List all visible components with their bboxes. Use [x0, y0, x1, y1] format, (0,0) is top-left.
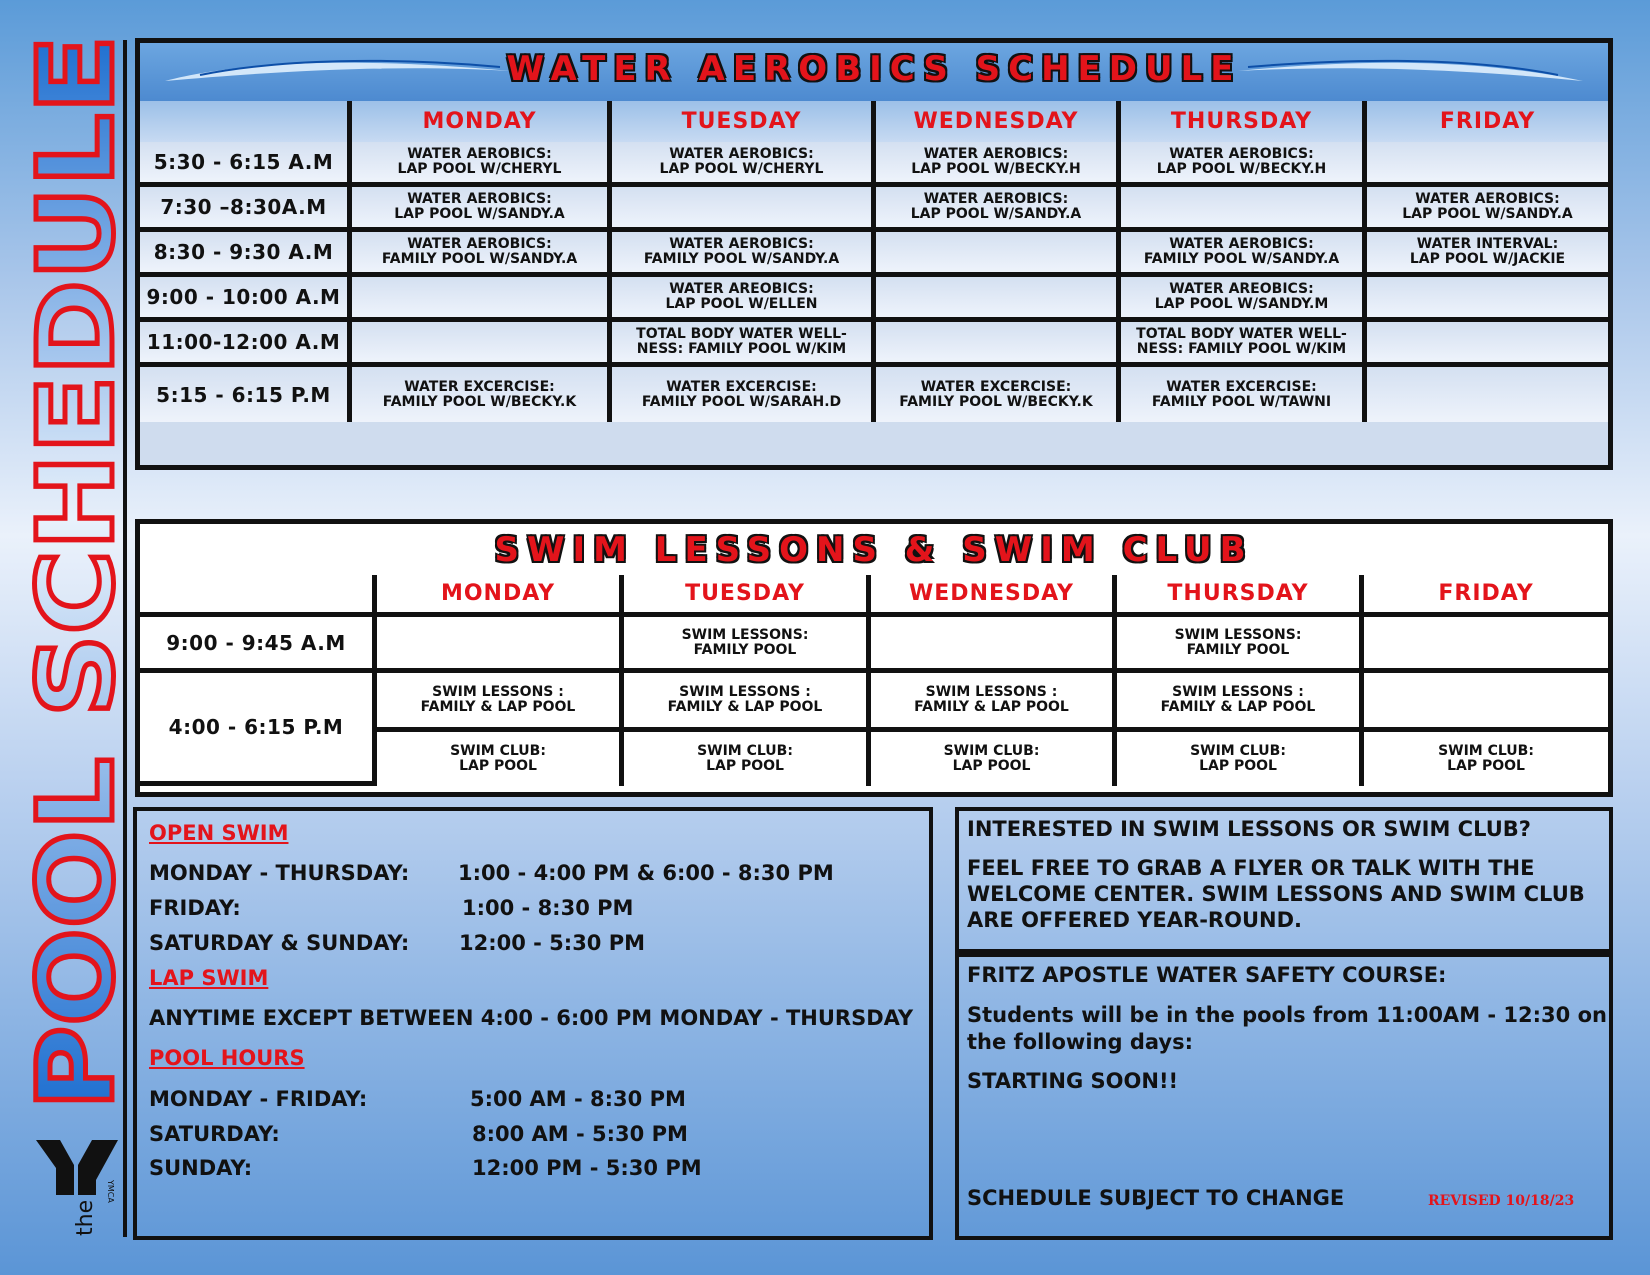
swim-info-box	[955, 807, 1613, 953]
pool-hours-label: MONDAY - FRIDAY:	[149, 1087, 368, 1111]
schedule-row	[140, 187, 1608, 232]
schedule-cell: SWIM CLUB: LAP POOL	[1364, 732, 1608, 786]
schedule-cell	[1364, 673, 1608, 732]
schedule-cell: SWIM CLUB: LAP POOL	[624, 732, 871, 786]
side-title	[0, 0, 137, 1275]
swim-lessons-banner	[140, 524, 1608, 580]
schedule-cell	[1367, 367, 1608, 422]
open-swim-value: 1:00 - 4:00 PM & 6:00 - 8:30 PM	[458, 861, 834, 885]
swim-lessons-table	[140, 575, 1608, 786]
swim-lessons-panel	[135, 519, 1613, 797]
schedule-cell: WATER AREOBICS: LAP POOL W/ELLEN	[612, 277, 876, 322]
time-cell: 9:00 - 9:45 A.M	[140, 617, 377, 673]
safety-course-box	[955, 953, 1613, 1240]
schedule-cell: WATER AEROBICS: LAP POOL W/BECKY.H	[876, 142, 1121, 187]
schedule-cell: WATER AEROBICS: LAP POOL W/SANDY.A	[1367, 187, 1608, 232]
open-swim-value: 1:00 - 8:30 PM	[462, 896, 634, 920]
schedule-row	[140, 277, 1608, 322]
pool-hours-label: SATURDAY:	[149, 1122, 280, 1146]
schedule-cell	[1121, 187, 1367, 232]
swim-lessons-title: SWIM LESSONS & SWIM CLUB	[494, 530, 1254, 570]
side-title-text: POOL SCHEDULE	[15, 137, 137, 1110]
day-header: THURSDAY	[1117, 575, 1364, 617]
water-aerobics-banner	[140, 43, 1608, 106]
open-swim-label: FRIDAY:	[149, 896, 241, 920]
schedule-cell: SWIM CLUB: LAP POOL	[871, 732, 1117, 786]
swim-info-line: INTERESTED IN SWIM LESSONS OR SWIM CLUB?	[967, 817, 1531, 841]
table-corner	[140, 575, 377, 617]
schedule-cell: SWIM LESSONS : FAMILY & LAP POOL	[1117, 673, 1364, 732]
schedule-cell	[876, 322, 1121, 367]
schedule-cell: WATER INTERVAL: LAP POOL W/JACKIE	[1367, 232, 1608, 277]
schedule-cell	[1367, 322, 1608, 367]
schedule-cell: TOTAL BODY WATER WELL- NESS: FAMILY POOL W/KIM	[1121, 322, 1367, 367]
day-header: WEDNESDAY	[871, 575, 1117, 617]
day-header: TUESDAY	[624, 575, 871, 617]
lap-swim-text: ANYTIME EXCEPT BETWEEN 4:00 - 6:00 PM MONDAY - THURSDAY	[149, 1006, 914, 1030]
time-cell: 11:00-12:00 A.M	[140, 322, 352, 367]
schedule-cell: WATER AEROBICS: FAMILY POOL W/SANDY.A	[1121, 232, 1367, 277]
side-divider	[123, 40, 127, 1237]
schedule-cell: SWIM LESSONS : FAMILY & LAP POOL	[624, 673, 871, 732]
time-cell: 9:00 - 10:00 A.M	[140, 277, 352, 322]
table-corner	[140, 101, 352, 142]
schedule-cell: WATER AREOBICS: LAP POOL W/SANDY.M	[1121, 277, 1367, 322]
hours-box	[133, 807, 933, 1240]
schedule-cell: SWIM CLUB: LAP POOL	[1117, 732, 1364, 786]
schedule-cell: SWIM LESSONS : FAMILY & LAP POOL	[871, 673, 1117, 732]
safety-text: Students will be in the pools from 11:00AM - 12:30 on	[967, 1003, 1607, 1027]
swim-info-line: WELCOME CENTER. SWIM LESSONS AND SWIM CLUB	[967, 882, 1585, 906]
schedule-cell: SWIM LESSONS : FAMILY & LAP POOL	[377, 673, 624, 732]
swim-info-line: ARE OFFERED YEAR-ROUND.	[967, 908, 1302, 932]
schedule-row	[140, 142, 1608, 187]
schedule-cell	[876, 277, 1121, 322]
schedule-cell	[352, 277, 612, 322]
schedule-cell	[352, 322, 612, 367]
schedule-notice: SCHEDULE SUBJECT TO CHANGE	[967, 1186, 1345, 1210]
day-header: WEDNESDAY	[876, 101, 1121, 142]
day-header: TUESDAY	[612, 101, 876, 142]
schedule-cell: SWIM CLUB: LAP POOL	[377, 732, 624, 786]
safety-text: the following days:	[967, 1030, 1193, 1054]
schedule-cell	[1367, 277, 1608, 322]
safety-status: STARTING SOON!!	[967, 1069, 1179, 1093]
schedule-cell: WATER AEROBICS: LAP POOL W/SANDY.A	[352, 187, 612, 232]
schedule-cell: WATER AEROBICS: FAMILY POOL W/SANDY.A	[612, 232, 876, 277]
schedule-row	[140, 322, 1608, 367]
schedule-cell: SWIM LESSONS: FAMILY POOL	[1117, 617, 1364, 673]
logo-name: YMCA	[106, 1180, 115, 1203]
day-header: MONDAY	[352, 101, 612, 142]
schedule-cell: WATER AEROBICS: LAP POOL W/CHERYL	[352, 142, 612, 187]
pool-hours-value: 12:00 PM - 5:30 PM	[472, 1156, 702, 1180]
time-cell: 5:15 - 6:15 P.M	[140, 367, 352, 422]
day-header: MONDAY	[377, 575, 624, 617]
day-header: FRIDAY	[1364, 575, 1608, 617]
schedule-cell: WATER AEROBICS: LAP POOL W/BECKY.H	[1121, 142, 1367, 187]
schedule-cell	[1367, 142, 1608, 187]
schedule-cell: WATER EXCERCISE: FAMILY POOL W/BECKY.K	[352, 367, 612, 422]
schedule-cell	[1364, 617, 1608, 673]
schedule-cell: WATER EXCERCISE: FAMILY POOL W/BECKY.K	[876, 367, 1121, 422]
schedule-cell	[876, 232, 1121, 277]
time-cell: 7:30 –8:30A.M	[140, 187, 352, 232]
schedule-cell: WATER EXCERCISE: FAMILY POOL W/TAWNI	[1121, 367, 1367, 422]
time-cell: 5:30 - 6:15 A.M	[140, 142, 352, 187]
swim-info-line: FEEL FREE TO GRAB A FLYER OR TALK WITH THE	[967, 856, 1535, 880]
water-aerobics-title: WATER AEROBICS SCHEDULE	[506, 49, 1242, 89]
safety-title: FRITZ APOSTLE WATER SAFETY COURSE:	[967, 963, 1447, 987]
day-header: THURSDAY	[1121, 101, 1367, 142]
lap-swim-heading: LAP SWIM	[149, 966, 269, 990]
ymca-logo	[36, 1140, 118, 1195]
time-cell: 4:00 - 6:15 P.M	[140, 673, 377, 786]
open-swim-heading: OPEN SWIM	[149, 821, 289, 845]
schedule-cell: WATER EXCERCISE: FAMILY POOL W/SARAH.D	[612, 367, 876, 422]
pool-hours-value: 8:00 AM - 5:30 PM	[472, 1122, 688, 1146]
pool-hours-value: 5:00 AM - 8:30 PM	[470, 1087, 686, 1111]
day-header: FRIDAY	[1367, 101, 1608, 142]
open-swim-label: SATURDAY & SUNDAY:	[149, 931, 410, 955]
schedule-row	[140, 232, 1608, 277]
schedule-cell	[612, 187, 876, 232]
pool-hours-heading: POOL HOURS	[149, 1046, 305, 1070]
schedule-cell: WATER AEROBICS: LAP POOL W/CHERYL	[612, 142, 876, 187]
open-swim-label: MONDAY - THURSDAY:	[149, 861, 410, 885]
open-swim-value: 12:00 - 5:30 PM	[459, 931, 646, 955]
schedule-cell: TOTAL BODY WATER WELL- NESS: FAMILY POOL W/KIM	[612, 322, 876, 367]
schedule-row	[140, 367, 1608, 422]
water-aerobics-panel	[135, 38, 1613, 470]
water-aerobics-table	[140, 101, 1608, 422]
schedule-cell: WATER AEROBICS: FAMILY POOL W/SANDY.A	[352, 232, 612, 277]
side-title-graphic	[0, 0, 137, 1275]
schedule-cell	[871, 617, 1117, 673]
schedule-cell: WATER AEROBICS: LAP POOL W/SANDY.A	[876, 187, 1121, 232]
pool-hours-label: SUNDAY:	[149, 1156, 253, 1180]
schedule-cell: SWIM LESSONS: FAMILY POOL	[624, 617, 871, 673]
schedule-cell	[377, 617, 624, 673]
logo-prefix: the	[73, 1199, 98, 1236]
revised-date: REVISED 10/18/23	[1428, 1193, 1575, 1209]
time-cell: 8:30 - 9:30 A.M	[140, 232, 352, 277]
